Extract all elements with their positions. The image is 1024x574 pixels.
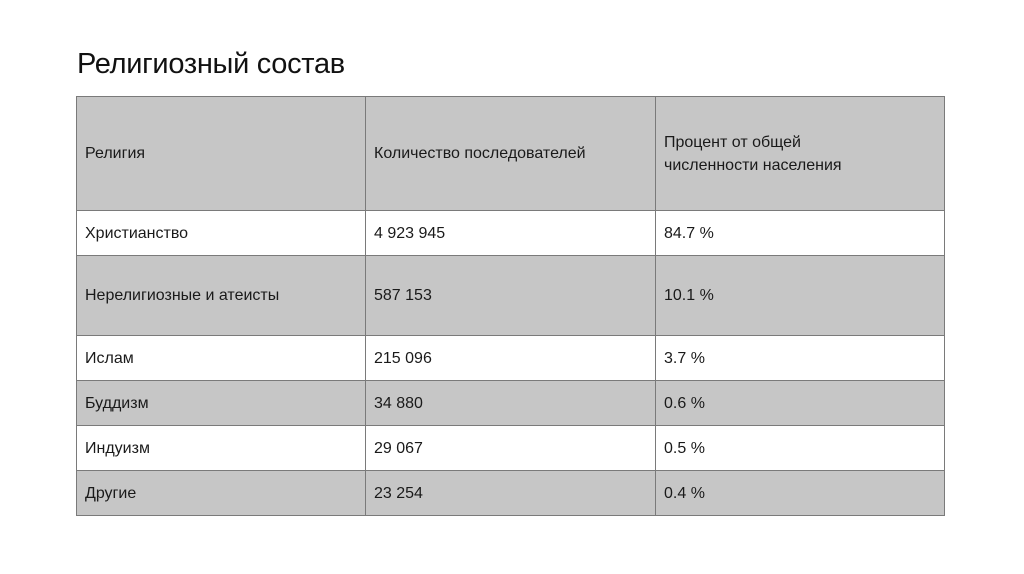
cell-followers: 34 880 (366, 381, 656, 426)
cell-percent: 3.7 % (656, 336, 945, 381)
slide-title: Религиозный состав (77, 48, 345, 80)
table-header-row (77, 97, 945, 211)
cell-percent: 10.1 % (656, 256, 945, 336)
cell-followers: 215 096 (366, 336, 656, 381)
table-row (77, 256, 945, 336)
cell-religion: Другие (77, 471, 366, 516)
table-row (77, 471, 945, 516)
table-row (77, 381, 945, 426)
cell-religion: Буддизм (77, 381, 366, 426)
religion-table-container (76, 96, 944, 516)
cell-followers: 29 067 (366, 426, 656, 471)
cell-followers: 4 923 945 (366, 211, 656, 256)
cell-followers: 23 254 (366, 471, 656, 516)
religion-table (76, 96, 945, 516)
table-row (77, 426, 945, 471)
header-population-percent-text: Процент от общей численности населения (664, 133, 842, 174)
header-followers-count: Количество последователей (366, 97, 656, 211)
cell-percent: 0.6 % (656, 381, 945, 426)
cell-religion: Нерелигиозные и атеисты (77, 256, 366, 336)
table-row (77, 211, 945, 256)
cell-religion: Индуизм (77, 426, 366, 471)
table-row (77, 336, 945, 381)
cell-percent: 0.5 % (656, 426, 945, 471)
header-population-percent (656, 97, 945, 211)
cell-followers: 587 153 (366, 256, 656, 336)
cell-religion: Ислам (77, 336, 366, 381)
cell-percent: 0.4 % (656, 471, 945, 516)
cell-percent: 84.7 % (656, 211, 945, 256)
header-religion: Религия (77, 97, 366, 211)
cell-religion: Христианство (77, 211, 366, 256)
